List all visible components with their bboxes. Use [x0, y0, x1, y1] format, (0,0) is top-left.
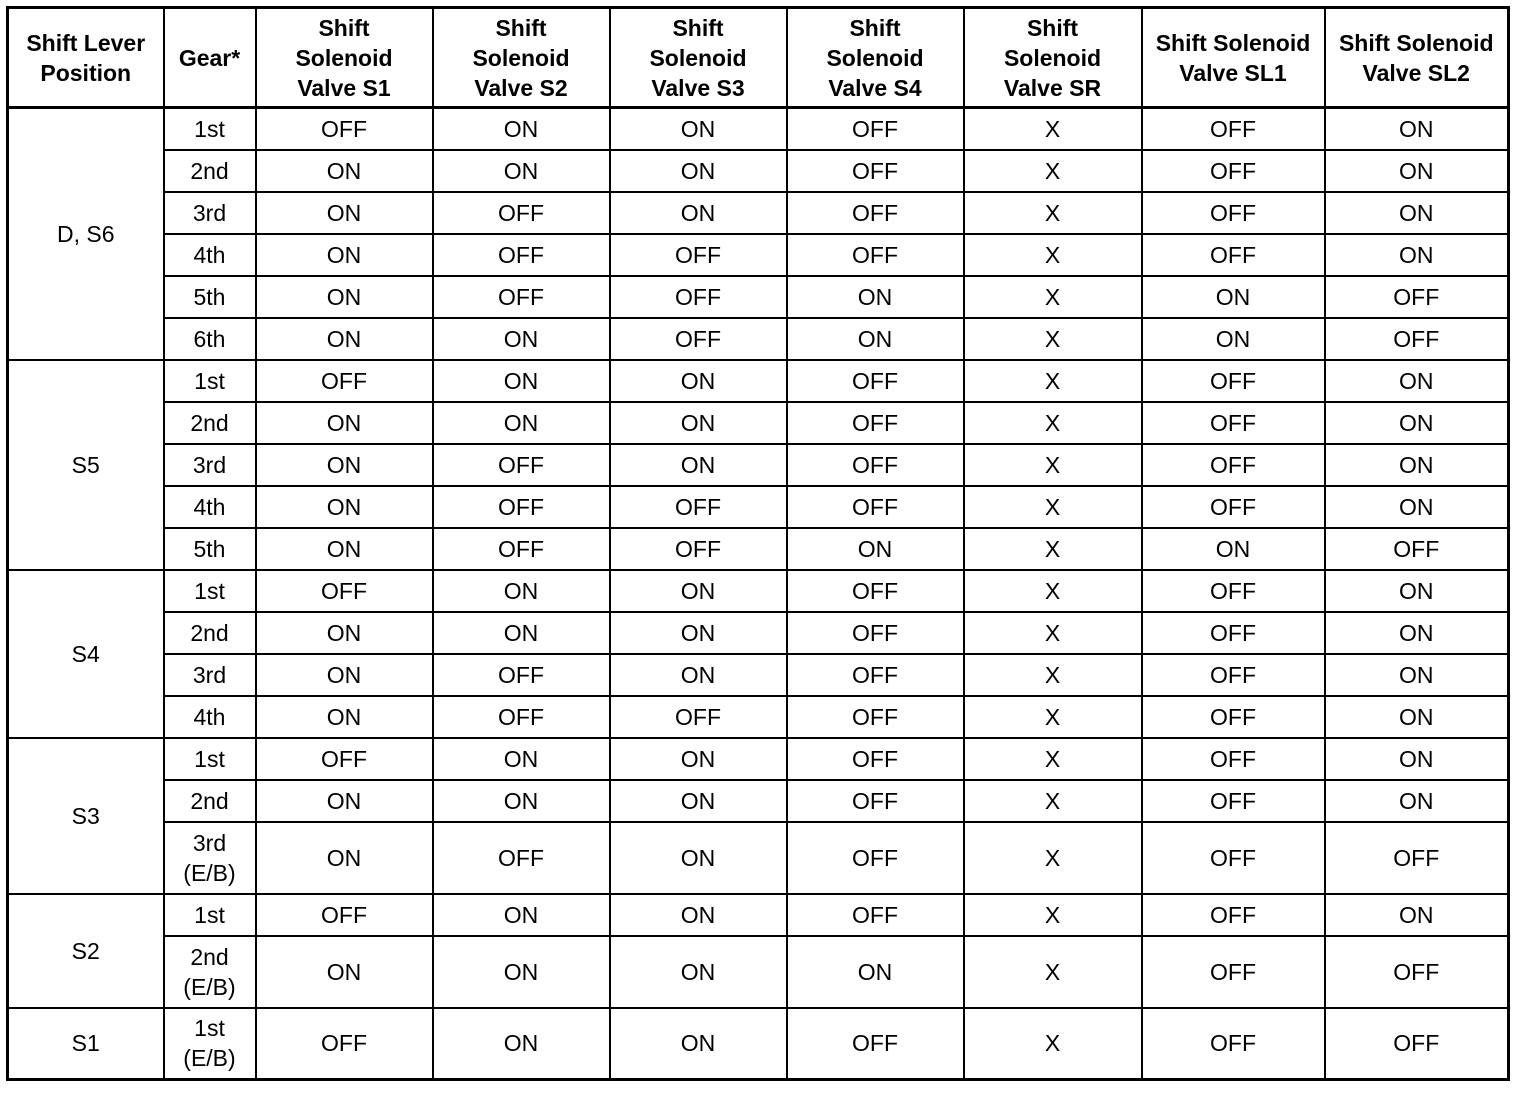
header-text-line: Valve SR [1003, 74, 1102, 101]
valve-sl1-state-cell: OFF [1142, 654, 1325, 696]
gear-cell [164, 528, 256, 570]
valve-s2-state-cell: OFF [433, 696, 610, 738]
table-row [8, 360, 1509, 402]
table-row [8, 150, 1509, 192]
header-text-line: Shift Lever [26, 29, 146, 56]
gear-text-line: 1st [194, 1015, 225, 1042]
valve-sl2-state-cell: OFF [1325, 1008, 1509, 1080]
header-text-line: Shift [495, 14, 547, 41]
valve-s4-state-cell: OFF [787, 696, 964, 738]
valve-s1-state-cell: ON [256, 936, 433, 1008]
gear-text-line: 3rd [192, 661, 227, 688]
gear-cell [164, 654, 256, 696]
valve-sr-state-cell: X [964, 444, 1142, 486]
header-valve-s2 [433, 8, 610, 108]
table-row [8, 234, 1509, 276]
valve-s4-state-cell: OFF [787, 486, 964, 528]
gear-text-line: (E/B) [183, 973, 236, 1000]
header-text-line: Position [40, 59, 132, 86]
header-text-line: Valve SL1 [1179, 59, 1287, 86]
valve-s3-state-cell: OFF [610, 486, 787, 528]
valve-sr-state-cell: X [964, 528, 1142, 570]
valve-sl1-state-cell: OFF [1142, 570, 1325, 612]
header-text-line: Shift [1026, 14, 1079, 41]
valve-s1-state-cell: OFF [256, 360, 433, 402]
valve-s1-state-cell: OFF [256, 738, 433, 780]
shift-lever-position-cell: S1 [8, 1008, 164, 1080]
valve-s1-state-cell: OFF [256, 570, 433, 612]
valve-s2-state-cell: ON [433, 612, 610, 654]
header-gear [164, 8, 256, 108]
valve-s2-state-cell: ON [433, 360, 610, 402]
valve-sl1-state-cell: ON [1142, 318, 1325, 360]
gear-cell [164, 234, 256, 276]
table-row [8, 936, 1509, 1008]
valve-s1-state-cell: ON [256, 612, 433, 654]
valve-sl2-state-cell: OFF [1325, 528, 1509, 570]
valve-sl2-state-cell: ON [1325, 150, 1509, 192]
valve-s4-state-cell: OFF [787, 894, 964, 936]
shift-lever-position-cell: S2 [8, 894, 164, 1008]
header-text-line: Valve S2 [474, 74, 568, 101]
valve-sr-state-cell: X [964, 360, 1142, 402]
valve-sl1-state-cell: OFF [1142, 822, 1325, 894]
valve-s4-state-cell: OFF [787, 780, 964, 822]
valve-sr-state-cell: X [964, 276, 1142, 318]
valve-s1-state-cell: OFF [256, 1008, 433, 1080]
gear-cell [164, 612, 256, 654]
valve-sl2-state-cell: ON [1325, 360, 1509, 402]
gear-text-line: 2nd [190, 409, 229, 436]
valve-sl2-state-cell: ON [1325, 612, 1509, 654]
gear-cell [164, 150, 256, 192]
valve-s4-state-cell: OFF [787, 822, 964, 894]
table-row [8, 822, 1509, 894]
valve-s1-state-cell: OFF [256, 108, 433, 150]
valve-s3-state-cell: OFF [610, 276, 787, 318]
valve-sr-state-cell: X [964, 402, 1142, 444]
valve-s4-state-cell: OFF [787, 654, 964, 696]
gear-cell [164, 780, 256, 822]
valve-s3-state-cell: ON [610, 108, 787, 150]
valve-s3-state-cell: ON [610, 444, 787, 486]
valve-s4-state-cell: OFF [787, 108, 964, 150]
valve-sl1-state-cell: OFF [1142, 444, 1325, 486]
valve-s3-state-cell: ON [610, 1008, 787, 1080]
gear-text-line: 1st [194, 901, 225, 928]
table-row [8, 570, 1509, 612]
header-valve-sl1 [1142, 8, 1325, 108]
valve-sr-state-cell: X [964, 654, 1142, 696]
valve-s2-state-cell: ON [433, 570, 610, 612]
table-row [8, 108, 1509, 150]
valve-s2-state-cell: OFF [433, 192, 610, 234]
valve-s2-state-cell: OFF [433, 654, 610, 696]
table-row [8, 318, 1509, 360]
gear-cell [164, 696, 256, 738]
valve-s2-state-cell: ON [433, 780, 610, 822]
valve-sl1-state-cell: OFF [1142, 894, 1325, 936]
valve-sl2-state-cell: ON [1325, 570, 1509, 612]
valve-s2-state-cell: ON [433, 738, 610, 780]
valve-s2-state-cell: OFF [433, 276, 610, 318]
shift-lever-position-cell: S5 [8, 360, 164, 570]
valve-sl1-state-cell: OFF [1142, 612, 1325, 654]
valve-s2-state-cell: OFF [433, 822, 610, 894]
header-valve-s1 [256, 8, 433, 108]
valve-s1-state-cell: ON [256, 528, 433, 570]
shift-lever-position-cell: S4 [8, 570, 164, 738]
table-row [8, 654, 1509, 696]
valve-s2-state-cell: ON [433, 108, 610, 150]
gear-cell [164, 402, 256, 444]
solenoid-operation-table [6, 6, 1510, 1081]
valve-s2-state-cell: OFF [433, 486, 610, 528]
header-shift-lever-position [8, 8, 164, 108]
valve-sr-state-cell: X [964, 738, 1142, 780]
header-text-line: Solenoid [1003, 44, 1102, 71]
gear-text-line: 3rd [192, 199, 227, 226]
valve-s1-state-cell: ON [256, 150, 433, 192]
valve-s3-state-cell: ON [610, 192, 787, 234]
valve-s4-state-cell: ON [787, 528, 964, 570]
valve-s1-state-cell: ON [256, 780, 433, 822]
valve-s1-state-cell: ON [256, 654, 433, 696]
valve-sl2-state-cell: ON [1325, 894, 1509, 936]
table-row [8, 738, 1509, 780]
valve-s4-state-cell: OFF [787, 150, 964, 192]
gear-text-line: 1st [194, 745, 225, 772]
header-text-line: Valve S1 [297, 74, 391, 101]
header-text-line: Solenoid [472, 44, 570, 71]
valve-s4-state-cell: OFF [787, 570, 964, 612]
gear-text-line: (E/B) [183, 1045, 236, 1072]
shift-lever-position-cell: S3 [8, 738, 164, 894]
gear-text-line: (E/B) [183, 859, 236, 886]
valve-sl2-state-cell: OFF [1325, 936, 1509, 1008]
gear-text-line: 1st [194, 115, 225, 142]
valve-sl2-state-cell: ON [1325, 444, 1509, 486]
table-row [8, 486, 1509, 528]
valve-s3-state-cell: ON [610, 936, 787, 1008]
valve-s2-state-cell: OFF [433, 234, 610, 276]
valve-sr-state-cell: X [964, 150, 1142, 192]
valve-s2-state-cell: ON [433, 894, 610, 936]
valve-sl1-state-cell: OFF [1142, 150, 1325, 192]
gear-cell [164, 822, 256, 894]
header-valve-sl2 [1325, 8, 1509, 108]
valve-s2-state-cell: OFF [433, 528, 610, 570]
valve-sr-state-cell: X [964, 780, 1142, 822]
gear-cell [164, 486, 256, 528]
valve-sr-state-cell: X [964, 234, 1142, 276]
header-text-line: Valve SL2 [1362, 59, 1470, 86]
header-text-line: Solenoid [649, 44, 747, 71]
valve-s1-state-cell: ON [256, 822, 433, 894]
header-text-line: Shift Solenoid [1338, 29, 1494, 56]
valve-s3-state-cell: OFF [610, 318, 787, 360]
gear-cell [164, 360, 256, 402]
valve-s3-state-cell: OFF [610, 696, 787, 738]
gear-cell [164, 444, 256, 486]
table-row [8, 612, 1509, 654]
valve-sl2-state-cell: ON [1325, 696, 1509, 738]
valve-sr-state-cell: X [964, 936, 1142, 1008]
valve-s4-state-cell: OFF [787, 444, 964, 486]
gear-text-line: 2nd [190, 157, 229, 184]
gear-text-line: 5th [193, 535, 226, 562]
valve-s3-state-cell: ON [610, 150, 787, 192]
gear-cell [164, 738, 256, 780]
valve-s1-state-cell: OFF [256, 894, 433, 936]
table-row [8, 696, 1509, 738]
gear-text-line: 4th [193, 703, 226, 730]
valve-sl1-state-cell: OFF [1142, 780, 1325, 822]
valve-sr-state-cell: X [964, 318, 1142, 360]
valve-s2-state-cell: ON [433, 402, 610, 444]
valve-sl1-state-cell: OFF [1142, 234, 1325, 276]
valve-s3-state-cell: OFF [610, 528, 787, 570]
gear-text-line: 2nd [190, 943, 229, 970]
valve-sl2-state-cell: ON [1325, 108, 1509, 150]
valve-sl1-state-cell: OFF [1142, 1008, 1325, 1080]
gear-text-line: 1st [194, 577, 225, 604]
valve-s1-state-cell: ON [256, 234, 433, 276]
valve-sl2-state-cell: OFF [1325, 276, 1509, 318]
gear-cell [164, 894, 256, 936]
valve-sr-state-cell: X [964, 570, 1142, 612]
table-row [8, 780, 1509, 822]
header-row [8, 8, 1509, 108]
valve-s1-state-cell: ON [256, 696, 433, 738]
header-text-line: Gear* [178, 44, 241, 71]
valve-sl2-state-cell: OFF [1325, 318, 1509, 360]
valve-sr-state-cell: X [964, 894, 1142, 936]
gear-text-line: 3rd [192, 451, 227, 478]
valve-sr-state-cell: X [964, 822, 1142, 894]
valve-s2-state-cell: ON [433, 318, 610, 360]
gear-cell [164, 108, 256, 150]
valve-sl2-state-cell: ON [1325, 402, 1509, 444]
valve-s4-state-cell: OFF [787, 612, 964, 654]
valve-s4-state-cell: OFF [787, 234, 964, 276]
valve-s1-state-cell: ON [256, 402, 433, 444]
table-row [8, 528, 1509, 570]
valve-s4-state-cell: OFF [787, 738, 964, 780]
gear-cell [164, 936, 256, 1008]
valve-sl1-state-cell: OFF [1142, 738, 1325, 780]
gear-cell [164, 318, 256, 360]
gear-text-line: 2nd [190, 619, 229, 646]
valve-s4-state-cell: ON [787, 318, 964, 360]
gear-text-line: 4th [193, 493, 226, 520]
valve-s4-state-cell: OFF [787, 192, 964, 234]
valve-s1-state-cell: ON [256, 486, 433, 528]
header-text-line: Valve S4 [828, 74, 922, 101]
valve-sr-state-cell: X [964, 612, 1142, 654]
valve-sl2-state-cell: ON [1325, 654, 1509, 696]
valve-s3-state-cell: ON [610, 738, 787, 780]
valve-s1-state-cell: ON [256, 318, 433, 360]
valve-sl1-state-cell: OFF [1142, 360, 1325, 402]
valve-sr-state-cell: X [964, 108, 1142, 150]
valve-s1-state-cell: ON [256, 444, 433, 486]
valve-sl1-state-cell: OFF [1142, 402, 1325, 444]
valve-sl2-state-cell: ON [1325, 234, 1509, 276]
table-header [8, 8, 1509, 108]
valve-sl1-state-cell: OFF [1142, 936, 1325, 1008]
valve-sl2-state-cell: ON [1325, 486, 1509, 528]
table-row [8, 1008, 1509, 1080]
valve-sl1-state-cell: OFF [1142, 696, 1325, 738]
valve-s4-state-cell: ON [787, 936, 964, 1008]
table-row [8, 444, 1509, 486]
valve-s3-state-cell: ON [610, 894, 787, 936]
valve-sr-state-cell: X [964, 696, 1142, 738]
gear-text-line: 6th [193, 325, 226, 352]
valve-s3-state-cell: ON [610, 654, 787, 696]
header-text-line: Valve S3 [651, 74, 745, 101]
valve-s1-state-cell: ON [256, 192, 433, 234]
gear-cell [164, 570, 256, 612]
valve-s3-state-cell: ON [610, 612, 787, 654]
gear-text-line: 1st [194, 367, 225, 394]
gear-text-line: 5th [193, 283, 226, 310]
header-text-line: Shift [672, 14, 724, 41]
header-text-line: Solenoid [295, 44, 393, 71]
header-valve-sr [964, 8, 1142, 108]
header-valve-s3 [610, 8, 787, 108]
valve-sr-state-cell: X [964, 486, 1142, 528]
header-text-line: Solenoid [826, 44, 924, 71]
valve-s2-state-cell: ON [433, 1008, 610, 1080]
gear-text-line: 3rd [192, 829, 227, 856]
table-row [8, 192, 1509, 234]
table-body [8, 108, 1509, 1080]
valve-sl2-state-cell: ON [1325, 780, 1509, 822]
header-valve-s4 [787, 8, 964, 108]
table-row [8, 276, 1509, 318]
valve-sl2-state-cell: ON [1325, 192, 1509, 234]
gear-text-line: 4th [193, 241, 226, 268]
valve-sr-state-cell: X [964, 192, 1142, 234]
gear-text-line: 2nd [190, 787, 229, 814]
gear-cell [164, 276, 256, 318]
valve-sl1-state-cell: OFF [1142, 108, 1325, 150]
valve-s2-state-cell: OFF [433, 444, 610, 486]
valve-s3-state-cell: ON [610, 780, 787, 822]
valve-sl2-state-cell: OFF [1325, 822, 1509, 894]
valve-sl1-state-cell: OFF [1142, 192, 1325, 234]
table-row [8, 894, 1509, 936]
valve-s3-state-cell: ON [610, 570, 787, 612]
valve-s3-state-cell: OFF [610, 234, 787, 276]
gear-cell [164, 192, 256, 234]
valve-sl1-state-cell: OFF [1142, 486, 1325, 528]
table-row [8, 402, 1509, 444]
header-text-line: Shift Solenoid [1155, 29, 1311, 56]
valve-s4-state-cell: OFF [787, 402, 964, 444]
valve-s4-state-cell: OFF [787, 360, 964, 402]
valve-sr-state-cell: X [964, 1008, 1142, 1080]
valve-s2-state-cell: ON [433, 936, 610, 1008]
valve-s3-state-cell: ON [610, 402, 787, 444]
header-text-line: Shift [849, 14, 901, 41]
header-text-line: Shift [318, 14, 370, 41]
valve-s3-state-cell: ON [610, 360, 787, 402]
shift-lever-position-cell: D, S6 [8, 108, 164, 360]
valve-s1-state-cell: ON [256, 276, 433, 318]
gear-cell [164, 1008, 256, 1080]
valve-sl1-state-cell: ON [1142, 528, 1325, 570]
valve-s2-state-cell: ON [433, 150, 610, 192]
valve-s4-state-cell: OFF [787, 1008, 964, 1080]
valve-s3-state-cell: ON [610, 822, 787, 894]
valve-sl2-state-cell: ON [1325, 738, 1509, 780]
valve-s4-state-cell: ON [787, 276, 964, 318]
valve-sl1-state-cell: ON [1142, 276, 1325, 318]
